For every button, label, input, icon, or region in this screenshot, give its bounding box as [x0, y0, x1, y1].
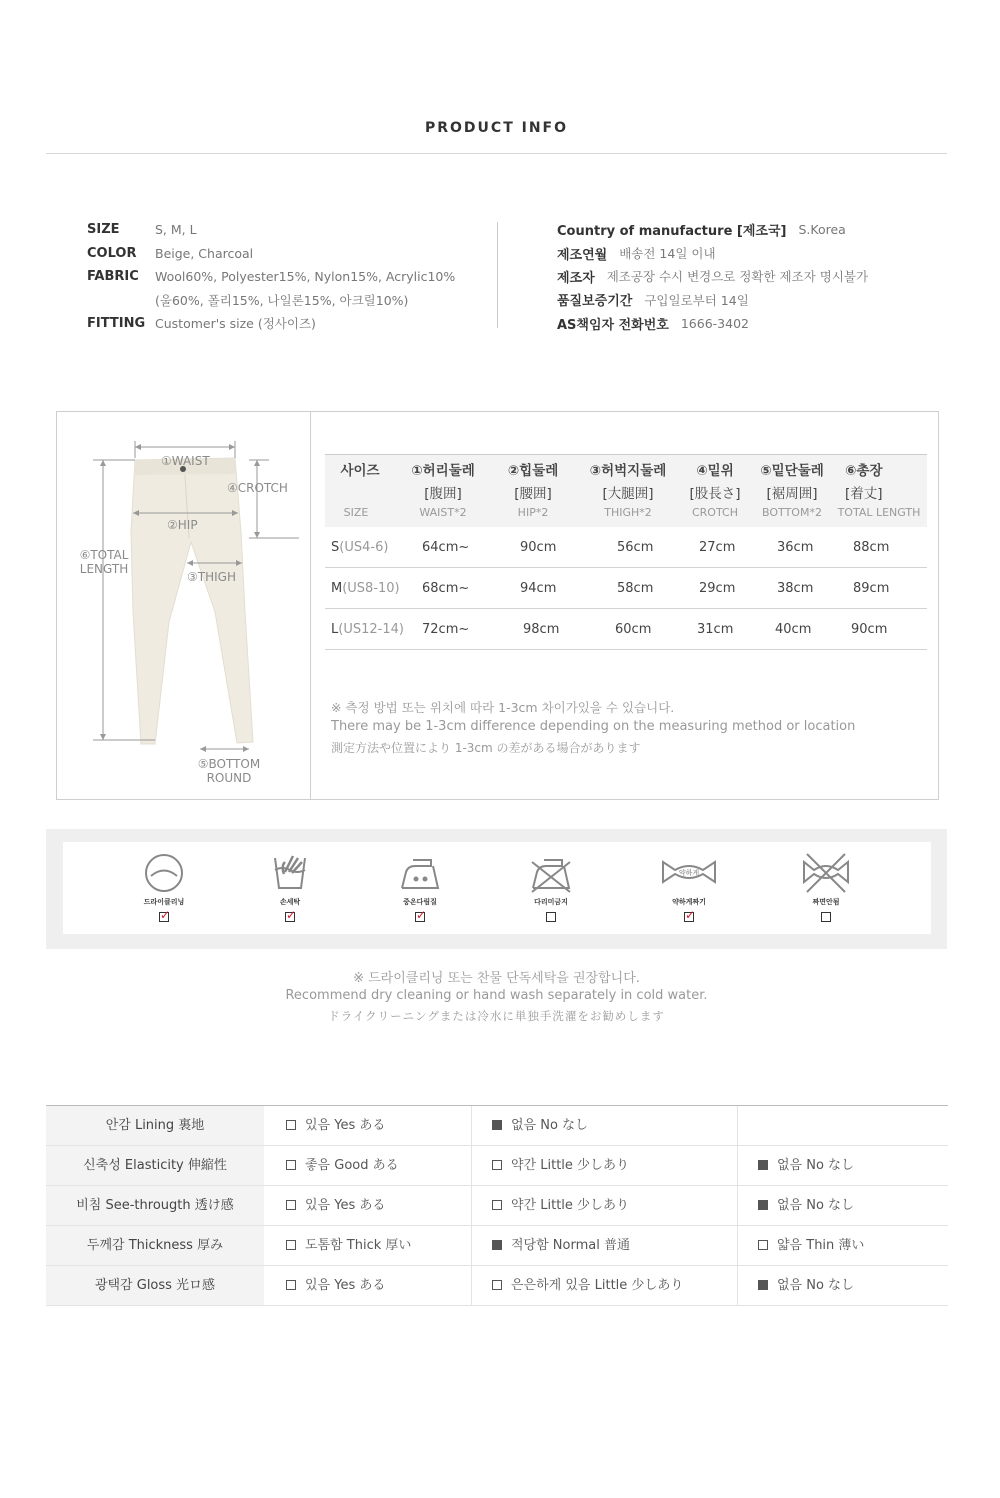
- care-label: 짜면안됨: [812, 898, 840, 906]
- care-checkbox: [684, 912, 694, 922]
- info-value: S, M, L: [155, 222, 197, 238]
- property-option: [758, 1226, 864, 1265]
- info-key: Country of manufacture [제조국]: [557, 224, 787, 240]
- care-item-dry-clean: [124, 852, 204, 922]
- info-key: COLOR: [87, 245, 137, 261]
- option-checkbox: [286, 1160, 296, 1170]
- header-cjk: [腰囲]: [514, 486, 552, 502]
- hand-wash-icon: [267, 852, 313, 894]
- care-symbols: [63, 842, 931, 934]
- care-note-ko: ※ 드라이클리닝 또는 찬물 단독세탁을 권장합니다.: [353, 971, 640, 986]
- property-row-gloss: [46, 1266, 948, 1306]
- cell-divider: [737, 1266, 738, 1305]
- hip-cell: 94cm: [520, 581, 557, 596]
- property-key: 광택감 Gloss 光ロ感: [46, 1266, 264, 1305]
- header-hip: [495, 461, 571, 528]
- property-row-see-through: [46, 1186, 948, 1226]
- option-checkbox: [492, 1160, 502, 1170]
- option-checkbox: [492, 1200, 502, 1210]
- hip-cell: 98cm: [523, 622, 560, 637]
- product-info-left: [87, 218, 455, 335]
- total-length-label-2: LENGTH: [79, 562, 129, 576]
- cell-divider: [737, 1226, 738, 1265]
- care-item-no-iron: [511, 852, 591, 922]
- care-checkbox: [415, 912, 425, 922]
- property-key: 신축성 Elasticity 伸縮性: [46, 1146, 264, 1185]
- size-row-l: [325, 609, 927, 650]
- cell-divider: [471, 1186, 472, 1225]
- care-label: 손세탁: [279, 898, 301, 906]
- info-row-country: [557, 218, 868, 241]
- option-label: 도톰함 Thick 厚い: [305, 1238, 412, 1253]
- bottom-cell: 40cm: [775, 622, 812, 637]
- header-bottom: [753, 461, 831, 528]
- waist-cell: 64cm~: [422, 540, 470, 555]
- option-label: 얇음 Thin 薄い: [777, 1238, 865, 1253]
- total-length-label-1: ⑥TOTAL: [79, 548, 129, 562]
- header-en: TOTAL LENGTH: [837, 506, 921, 519]
- info-value: (울60%, 폴리15%, 나일론15%, 아크릴10%): [155, 292, 409, 308]
- care-note-en: Recommend dry cleaning or hand wash separately in cold water.: [285, 988, 708, 1003]
- property-option: [758, 1266, 854, 1305]
- info-value: S.Korea: [798, 222, 846, 238]
- gentle-wring-icon: [660, 852, 718, 894]
- property-option: [492, 1186, 629, 1225]
- header-en: CROTCH: [691, 506, 738, 519]
- info-value: 제조공장 수시 변경으로 정확한 제조자 명시불가: [606, 269, 869, 285]
- bottom-cell: 38cm: [777, 581, 814, 596]
- measure-note-ko: ※ 측정 방법 또는 위치에 따라 1-3cm 차이가있을 수 있습니다.: [331, 700, 675, 715]
- size-cell: [331, 622, 404, 637]
- property-option: [286, 1226, 411, 1265]
- header-ko: ⑤밑단둘레: [760, 463, 824, 479]
- info-divider: [497, 222, 498, 328]
- measure-note-ja: 測定方法や位置により 1-3cm の差がある場合があります: [331, 741, 641, 755]
- size-row-s: [325, 527, 927, 568]
- property-option: [758, 1146, 854, 1185]
- crotch-cell: 27cm: [699, 540, 736, 555]
- info-value: Wool60%, Polyester15%, Nylon15%, Acrylic10%: [155, 268, 456, 284]
- total-cell: 90cm: [851, 622, 888, 637]
- care-checkbox: [821, 912, 831, 922]
- property-option: [492, 1106, 588, 1145]
- care-checkbox: [546, 912, 556, 922]
- hip-label: ②HIP: [167, 518, 198, 532]
- info-row-as-phone: [557, 312, 868, 335]
- info-key: 품질보증기간: [557, 294, 633, 310]
- header-cjk: [裾周囲]: [766, 486, 818, 502]
- care-panel: [46, 829, 947, 949]
- info-row-fitting: [87, 312, 455, 335]
- property-row-lining: [46, 1106, 948, 1146]
- option-checkbox: [758, 1240, 768, 1250]
- info-row-manufacturer: [557, 265, 868, 288]
- care-label: 다리미금지: [534, 898, 568, 906]
- info-row-size: [87, 218, 455, 241]
- option-checkbox: [492, 1120, 502, 1130]
- size-letter: S: [331, 540, 340, 555]
- thigh-label: ③THIGH: [187, 570, 236, 584]
- size-letter: L: [331, 622, 339, 637]
- care-label: 드라이클리닝: [143, 898, 185, 906]
- bottom-cell: 36cm: [777, 540, 814, 555]
- header-ko: 사이즈: [340, 463, 380, 479]
- header-en: HIP*2: [517, 506, 549, 519]
- info-value: Beige, Charcoal: [155, 245, 254, 261]
- care-label: 중온다림질: [403, 898, 437, 906]
- header-size-en-wrap: [327, 455, 385, 528]
- property-row-elasticity: [46, 1146, 948, 1186]
- size-row-m: [325, 568, 927, 609]
- property-option: [286, 1146, 399, 1185]
- measure-note-en: There may be 1-3cm difference depending on the measuring method or location: [331, 719, 856, 734]
- option-checkbox: [286, 1120, 296, 1130]
- info-row-fabric-ko: [87, 288, 455, 311]
- size-us: (US8-10): [342, 581, 400, 596]
- waist-label: ①WAIST: [161, 454, 210, 468]
- option-label: 없음 No なし: [511, 1118, 589, 1133]
- header-cjk: [着丈]: [845, 486, 883, 502]
- care-item-iron-medium: [380, 852, 460, 922]
- iron-medium-icon: [397, 852, 443, 894]
- total-cell: 89cm: [853, 581, 890, 596]
- option-label: 있음 Yes ある: [305, 1278, 386, 1293]
- dry-clean-icon: [141, 852, 187, 894]
- header-ko: ②힙둘레: [507, 463, 559, 479]
- care-label: 약하게짜기: [672, 898, 706, 906]
- page-title: PRODUCT INFO: [424, 120, 569, 136]
- option-label: 있음 Yes ある: [305, 1118, 386, 1133]
- size-cell: [331, 581, 400, 596]
- size-table: [325, 454, 927, 650]
- property-option: [492, 1226, 630, 1265]
- info-row-color: [87, 241, 455, 264]
- header-cjk: [大腿囲]: [602, 486, 654, 502]
- info-row-fabric: [87, 265, 455, 288]
- info-key: FABRIC: [87, 268, 139, 284]
- header-crotch: [679, 461, 751, 528]
- option-label: 약간 Little 少しあり: [511, 1198, 630, 1213]
- option-label: 은은하게 있음 Little 少しあり: [511, 1278, 684, 1293]
- header-total-length: [831, 461, 927, 528]
- size-box-divider: [310, 412, 311, 799]
- option-checkbox: [286, 1280, 296, 1290]
- info-key: AS책임자 전화번호: [557, 317, 669, 333]
- hip-cell: 90cm: [520, 540, 557, 555]
- cell-divider: [737, 1146, 738, 1185]
- property-option: [492, 1266, 683, 1305]
- no-wring-icon: [801, 852, 851, 894]
- property-row-thickness: [46, 1226, 948, 1266]
- header-en: BOTTOM*2: [762, 506, 822, 519]
- info-value: 1666-3402: [680, 315, 749, 331]
- cell-divider: [737, 1186, 738, 1225]
- option-label: 좋음 Good ある: [305, 1158, 399, 1173]
- size-us: (US12-14): [338, 622, 404, 637]
- care-checkbox: [159, 912, 169, 922]
- option-checkbox: [492, 1280, 502, 1290]
- header-cjk: [腹囲]: [424, 486, 462, 502]
- waist-cell: 68cm~: [422, 581, 470, 596]
- pants-illustration: [57, 412, 310, 799]
- property-key: 두께감 Thickness 厚み: [46, 1226, 264, 1265]
- care-item-no-wring: [786, 852, 866, 922]
- header-en: THIGH*2: [604, 506, 652, 519]
- fabric-properties-table: [46, 1105, 948, 1306]
- crotch-label: ④CROTCH: [227, 481, 288, 495]
- info-key: 제조자: [557, 270, 595, 286]
- property-option: [286, 1266, 385, 1305]
- option-label: 없음 No なし: [777, 1278, 855, 1293]
- property-key: 비침 See-througth 透け感: [46, 1186, 264, 1225]
- option-checkbox: [758, 1280, 768, 1290]
- option-label: 없음 No なし: [777, 1198, 855, 1213]
- info-key: FITTING: [87, 315, 146, 331]
- header-cjk: [股長さ]: [689, 486, 741, 502]
- option-checkbox: [758, 1160, 768, 1170]
- title-divider: [46, 153, 947, 154]
- size-cell: [331, 540, 388, 555]
- header-ko: ⑥총장: [845, 463, 883, 479]
- crotch-cell: 29cm: [699, 581, 736, 596]
- header-ko: ①허리둘레: [411, 463, 475, 479]
- option-checkbox: [286, 1200, 296, 1210]
- property-option: [286, 1106, 385, 1145]
- waist-cell: 72cm~: [422, 622, 470, 637]
- bottom-round-label-2: ROUND: [206, 771, 252, 785]
- property-option: [286, 1186, 385, 1225]
- thigh-cell: 56cm: [617, 540, 654, 555]
- product-info-right: [557, 218, 868, 335]
- property-option: [492, 1146, 629, 1185]
- info-value: 배송전 14일 이내: [619, 246, 716, 262]
- cell-divider: [471, 1226, 472, 1265]
- size-letter: M: [331, 581, 343, 596]
- care-checkbox: [285, 912, 295, 922]
- cell-divider: [471, 1106, 472, 1145]
- care-note-ja: ドライクリーニングまたは冷水に単独手洗濯をお勧めします: [328, 1009, 665, 1023]
- size-us: (US4-6): [339, 540, 389, 555]
- info-row-warranty: [557, 288, 868, 311]
- thigh-cell: 60cm: [615, 622, 652, 637]
- header-ko: ④밑위: [696, 463, 734, 479]
- option-label: 적당함 Normal 普通: [511, 1238, 630, 1253]
- info-value: Customer's size (정사이즈): [155, 316, 316, 332]
- no-iron-icon: [528, 852, 574, 894]
- info-value: 구입일로부터 14일: [644, 292, 749, 308]
- gentle-wring-text: 약하게: [678, 869, 700, 877]
- option-checkbox: [492, 1240, 502, 1250]
- property-key: 안감 Lining 裏地: [46, 1106, 264, 1145]
- info-row-manufacture-date: [557, 241, 868, 264]
- care-item-gentle-wring: [649, 852, 729, 922]
- property-option: [758, 1186, 854, 1225]
- header-ko: ③허벅지둘레: [589, 463, 667, 479]
- option-label: 없음 No なし: [777, 1158, 855, 1173]
- bottom-round-label-1: ⑤BOTTOM: [197, 757, 261, 771]
- total-cell: 88cm: [853, 540, 890, 555]
- crotch-cell: 31cm: [697, 622, 734, 637]
- header-en: WAIST*2: [419, 506, 467, 519]
- care-item-hand-wash: [250, 852, 330, 922]
- thigh-cell: 58cm: [617, 581, 654, 596]
- cell-divider: [471, 1146, 472, 1185]
- pants-measure-diagram: [57, 412, 310, 799]
- option-label: 약간 Little 少しあり: [511, 1158, 630, 1173]
- option-checkbox: [286, 1240, 296, 1250]
- option-label: 있음 Yes ある: [305, 1198, 386, 1213]
- header-en: SIZE: [343, 506, 369, 519]
- cell-divider: [471, 1266, 472, 1305]
- header-thigh: [579, 461, 677, 528]
- size-table-header: [325, 454, 927, 527]
- info-key: SIZE: [87, 222, 120, 238]
- option-checkbox: [758, 1200, 768, 1210]
- info-key: 제조연월: [557, 247, 608, 263]
- header-waist: [401, 461, 485, 528]
- cell-divider: [737, 1106, 738, 1145]
